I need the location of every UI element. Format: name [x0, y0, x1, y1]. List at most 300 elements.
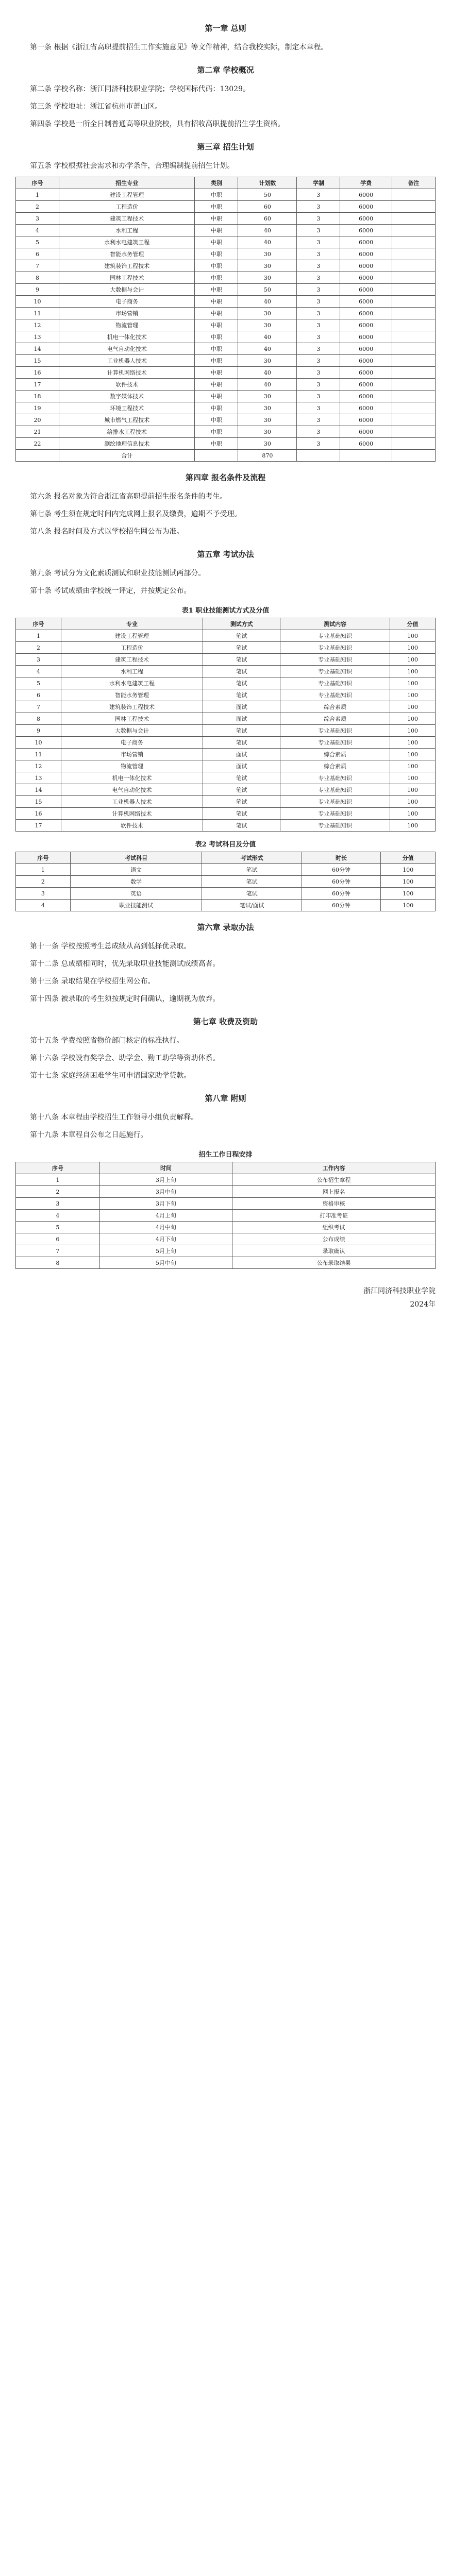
- table-cell: 中职: [195, 379, 238, 391]
- table-header-cell: 学费: [340, 177, 392, 189]
- table-cell: 100: [381, 876, 436, 888]
- table-row: [16, 1210, 436, 1222]
- table-cell: 100: [390, 760, 436, 772]
- table-cell: [392, 260, 435, 272]
- table-cell: 工程造价: [59, 201, 195, 213]
- table-cell: 7: [16, 1245, 100, 1257]
- table-cell: 中职: [195, 225, 238, 236]
- table-cell: 中职: [195, 355, 238, 367]
- table-cell: 10: [16, 737, 61, 749]
- table-row: [16, 1198, 436, 1210]
- table-cell: 网上报名: [232, 1186, 436, 1198]
- table-row: [16, 772, 436, 784]
- table-cell: 5月上旬: [99, 1245, 232, 1257]
- table-row: [16, 296, 436, 308]
- table-cell: [392, 308, 435, 319]
- table-cell: 60分钟: [302, 876, 380, 888]
- table-cell: 笔试: [203, 784, 280, 796]
- table-cell: 9: [16, 725, 61, 737]
- table-cell: 7: [16, 701, 61, 713]
- table-cell: 笔试: [203, 689, 280, 701]
- chapter-title: 第三章 招生计划: [197, 142, 254, 151]
- table-cell: 笔试: [203, 642, 280, 654]
- table-cell: 100: [390, 796, 436, 808]
- table-cell: [392, 189, 435, 201]
- table-cell: 电子商务: [59, 296, 195, 308]
- table-cell: 1: [16, 630, 61, 642]
- table-cell: 合计: [59, 450, 195, 462]
- table-row: [16, 666, 436, 677]
- table-cell: 6000: [340, 284, 392, 296]
- table-row: [16, 379, 436, 391]
- table-cell: 3: [297, 367, 340, 379]
- table-cell: 智能水务管理: [61, 689, 203, 701]
- table-cell: 6000: [340, 189, 392, 201]
- table-cell: 专业基础知识: [280, 796, 390, 808]
- table-cell: 笔试: [203, 654, 280, 666]
- table-cell: 22: [16, 438, 59, 450]
- table-cell: 1: [16, 189, 59, 201]
- article: 第八条 报名时间及方式以学校招生网公布为准。: [30, 528, 184, 536]
- table-cell: 6000: [340, 213, 392, 225]
- table-cell: 3: [297, 438, 340, 450]
- table-cell: [195, 450, 238, 462]
- table-row: [16, 760, 436, 772]
- table-cell: [392, 272, 435, 284]
- table-cell: 6000: [340, 272, 392, 284]
- table-cell: 打印准考证: [232, 1210, 436, 1222]
- table-cell: 40: [238, 236, 297, 248]
- document-page: [15, 0, 436, 1311]
- table-row: [16, 236, 436, 248]
- table-cell: 环境工程技术: [59, 402, 195, 414]
- table-cell: 综合素质: [280, 760, 390, 772]
- table-cell: 笔试: [203, 677, 280, 689]
- table-cell: 中职: [195, 296, 238, 308]
- table-cell: 大数据与会计: [61, 725, 203, 737]
- table-cell: 笔试: [203, 725, 280, 737]
- table-cell: 中职: [195, 189, 238, 201]
- table-cell: 专业基础知识: [280, 654, 390, 666]
- table-cell: 笔试: [202, 876, 302, 888]
- table-cell: 软件技术: [59, 379, 195, 391]
- table-cell: 18: [16, 391, 59, 402]
- article: 第十六条 学校设有奖学金、助学金、勤工助学等资助体系。: [30, 1054, 220, 1062]
- table-cell: 综合素质: [280, 749, 390, 760]
- table-cell: 11: [16, 308, 59, 319]
- table-cell: 园林工程技术: [59, 272, 195, 284]
- table-cell: 6000: [340, 248, 392, 260]
- table-cell: 100: [390, 772, 436, 784]
- table-cell: 3: [297, 391, 340, 402]
- table-cell: 16: [16, 808, 61, 820]
- table-cell: 笔试: [203, 820, 280, 832]
- table-cell: 30: [238, 260, 297, 272]
- table-row: [16, 450, 436, 462]
- table-cell: 3: [297, 213, 340, 225]
- table-cell: 笔试: [202, 888, 302, 900]
- table-row: [16, 737, 436, 749]
- table-cell: 100: [390, 677, 436, 689]
- table-cell: [392, 391, 435, 402]
- table-row: [16, 272, 436, 284]
- table-cell: [392, 213, 435, 225]
- table-header-cell: 序号: [16, 852, 71, 864]
- table-cell: 100: [381, 888, 436, 900]
- table-row: [16, 864, 436, 876]
- table-cell: 3月上旬: [99, 1174, 232, 1186]
- table-cell: 6000: [340, 319, 392, 331]
- table-header-cell: 分值: [381, 852, 436, 864]
- table-cell: 公布招生章程: [232, 1174, 436, 1186]
- table-cell: 6000: [340, 355, 392, 367]
- table-cell: 3: [297, 189, 340, 201]
- table-cell: 给排水工程技术: [59, 426, 195, 438]
- table-cell: 100: [390, 784, 436, 796]
- table-cell: 100: [390, 654, 436, 666]
- table-cell: 6000: [340, 426, 392, 438]
- table-cell: 14: [16, 343, 59, 355]
- table-row: [16, 630, 436, 642]
- table-cell: 5月中旬: [99, 1257, 232, 1269]
- table-cell: [297, 450, 340, 462]
- table-cell: 3: [297, 248, 340, 260]
- table-row: [16, 1233, 436, 1245]
- table-cell: 数字媒体技术: [59, 391, 195, 402]
- table-cell: 市场营销: [61, 749, 203, 760]
- table-cell: 建设工程管理: [59, 189, 195, 201]
- table-cell: 60分钟: [302, 864, 380, 876]
- table-row: [16, 426, 436, 438]
- table-cell: 面试: [203, 749, 280, 760]
- table-cell: 100: [390, 713, 436, 725]
- table-row: [16, 784, 436, 796]
- table-row: [16, 654, 436, 666]
- chapter-title: 第一章 总则: [205, 24, 246, 33]
- table-cell: 4: [16, 666, 61, 677]
- table-row: [16, 260, 436, 272]
- table-row: [16, 642, 436, 654]
- table-cell: 6000: [340, 308, 392, 319]
- table-cell: 60分钟: [302, 900, 380, 911]
- table-header-cell: 考试形式: [202, 852, 302, 864]
- table-cell: 6000: [340, 391, 392, 402]
- table-cell: 7: [16, 260, 59, 272]
- schedule-table: [15, 1162, 436, 1269]
- table-cell: 建筑工程技术: [59, 213, 195, 225]
- table-cell: 6000: [340, 225, 392, 236]
- table-cell: 面试: [203, 760, 280, 772]
- chapter-title: 第七章 收费及资助: [193, 1017, 258, 1026]
- table-row: [16, 414, 436, 426]
- table-cell: 60: [238, 213, 297, 225]
- table-cell: 笔试: [203, 737, 280, 749]
- table-cell: 笔试: [203, 630, 280, 642]
- table-header-cell: 考试科目: [70, 852, 202, 864]
- table-cell: 中职: [195, 438, 238, 450]
- table-cell: 资格审核: [232, 1198, 436, 1210]
- table-cell: 6000: [340, 414, 392, 426]
- table-row: [16, 284, 436, 296]
- table-cell: 中职: [195, 426, 238, 438]
- table-row: [16, 820, 436, 832]
- table-cell: [392, 248, 435, 260]
- table-row: [16, 677, 436, 689]
- table-cell: 12: [16, 319, 59, 331]
- chapter-title: 第四章 报名条件及流程: [185, 473, 266, 482]
- table-cell: 30: [238, 272, 297, 284]
- table-cell: 3: [297, 426, 340, 438]
- article: 第二条 学校名称：浙江同济科技职业学院；学校国标代码：13029。: [30, 85, 250, 93]
- table-cell: 3月中旬: [99, 1186, 232, 1198]
- table-cell: 面试: [203, 713, 280, 725]
- table-cell: 综合素质: [280, 713, 390, 725]
- table-cell: 物流管理: [59, 319, 195, 331]
- table-cell: 30: [238, 308, 297, 319]
- table-cell: 19: [16, 402, 59, 414]
- table-row: [16, 701, 436, 713]
- table-cell: 工业机器人技术: [59, 355, 195, 367]
- table-cell: 3: [297, 225, 340, 236]
- table-cell: 40: [238, 367, 297, 379]
- table-cell: 综合素质: [280, 701, 390, 713]
- table-header-cell: 招生专业: [59, 177, 195, 189]
- table-cell: 3: [297, 319, 340, 331]
- table-cell: 60: [238, 201, 297, 213]
- table-cell: 8: [16, 272, 59, 284]
- table-header-cell: 序号: [16, 1162, 100, 1174]
- table-row: [16, 225, 436, 236]
- article: 第五条 学校根据社会需求和办学条件，合理编制提前招生计划。: [30, 162, 235, 170]
- table-cell: 13: [16, 331, 59, 343]
- table-cell: 建筑装饰工程技术: [61, 701, 203, 713]
- table-row: [16, 308, 436, 319]
- table-cell: 100: [390, 737, 436, 749]
- table-cell: 10: [16, 296, 59, 308]
- signature-block: [15, 1284, 436, 1311]
- table-cell: 2: [16, 876, 71, 888]
- table-cell: 机电一体化技术: [61, 772, 203, 784]
- table-cell: 6000: [340, 367, 392, 379]
- table-cell: 3: [297, 414, 340, 426]
- table-row: [16, 1174, 436, 1186]
- table-cell: 建设工程管理: [61, 630, 203, 642]
- article: 第十二条 总成绩相同时，优先录取职业技能测试成绩高者。: [30, 960, 220, 968]
- table-cell: 中职: [195, 236, 238, 248]
- table-cell: 公布录取结果: [232, 1257, 436, 1269]
- table-row: [16, 391, 436, 402]
- table-header-cell: 类别: [195, 177, 238, 189]
- table-header-cell: 序号: [16, 177, 59, 189]
- table-row: [16, 1245, 436, 1257]
- table-cell: 1: [16, 1174, 100, 1186]
- table-cell: 3: [16, 213, 59, 225]
- table-cell: 30: [238, 426, 297, 438]
- table-cell: 3: [297, 296, 340, 308]
- table-cell: [392, 319, 435, 331]
- table-row: [16, 796, 436, 808]
- table-cell: 电气自动化技术: [61, 784, 203, 796]
- table-cell: 6000: [340, 402, 392, 414]
- table-row: [16, 1222, 436, 1233]
- table-cell: [392, 414, 435, 426]
- table-cell: [392, 284, 435, 296]
- table-cell: 15: [16, 355, 59, 367]
- signature-date: 2024年: [410, 1300, 436, 1309]
- table-cell: 100: [390, 749, 436, 760]
- table-cell: 中职: [195, 331, 238, 343]
- table-cell: 智能水务管理: [59, 248, 195, 260]
- table-cell: 中职: [195, 284, 238, 296]
- article: 第三条 学校地址：浙江省杭州市萧山区。: [30, 103, 162, 111]
- table-cell: 30: [238, 414, 297, 426]
- table-cell: [392, 236, 435, 248]
- table-header-cell: 时间: [99, 1162, 232, 1174]
- table-cell: 中职: [195, 367, 238, 379]
- table-cell: 城市燃气工程技术: [59, 414, 195, 426]
- table-cell: 录取确认: [232, 1245, 436, 1257]
- table-cell: 专业基础知识: [280, 820, 390, 832]
- table-cell: 中职: [195, 272, 238, 284]
- table-cell: [392, 201, 435, 213]
- table-cell: 中职: [195, 201, 238, 213]
- article: 第七条 考生须在规定时间内完成网上报名及缴费，逾期不予受理。: [30, 510, 242, 518]
- table-cell: 2: [16, 201, 59, 213]
- table-cell: 3: [297, 343, 340, 355]
- table-header-cell: 测试方式: [203, 618, 280, 630]
- table-row: [16, 438, 436, 450]
- table-cell: 100: [390, 642, 436, 654]
- table-cell: 6000: [340, 343, 392, 355]
- table-cell: 3: [297, 379, 340, 391]
- table-cell: 16: [16, 367, 59, 379]
- table-cell: 30: [238, 355, 297, 367]
- table-cell: 组织考试: [232, 1222, 436, 1233]
- table-cell: [392, 296, 435, 308]
- table-cell: 870: [238, 450, 297, 462]
- table-cell: 专业基础知识: [280, 808, 390, 820]
- table-cell: [392, 426, 435, 438]
- table-header-cell: 工作内容: [232, 1162, 436, 1174]
- table-cell: [392, 343, 435, 355]
- table-cell: 30: [238, 402, 297, 414]
- table-cell: 12: [16, 760, 61, 772]
- table-row: [16, 355, 436, 367]
- chapter-title: 第六章 录取办法: [197, 923, 254, 932]
- table-cell: 公布成绩: [232, 1233, 436, 1245]
- table-cell: 17: [16, 820, 61, 832]
- table-cell: [392, 331, 435, 343]
- table-cell: 建筑工程技术: [61, 654, 203, 666]
- table-cell: 专业基础知识: [280, 642, 390, 654]
- table-cell: 中职: [195, 402, 238, 414]
- table-cell: 专业基础知识: [280, 784, 390, 796]
- table-cell: 40: [238, 225, 297, 236]
- table-cell: 1: [16, 864, 71, 876]
- table-cell: 物流管理: [61, 760, 203, 772]
- table-cell: 50: [238, 189, 297, 201]
- chapter-title: 第二章 学校概况: [197, 65, 254, 75]
- table-cell: 中职: [195, 213, 238, 225]
- table-cell: 机电一体化技术: [59, 331, 195, 343]
- table-row: [16, 213, 436, 225]
- article: 第十五条 学费按照省物价部门核定的标准执行。: [30, 1037, 184, 1045]
- table-cell: 专业基础知识: [280, 677, 390, 689]
- table-cell: 3: [16, 654, 61, 666]
- table-cell: 15: [16, 796, 61, 808]
- table-cell: 6000: [340, 331, 392, 343]
- table-cell: 3: [297, 260, 340, 272]
- article: 第十八条 本章程由学校招生工作领导小组负责解释。: [30, 1113, 198, 1122]
- table-row: [16, 319, 436, 331]
- table-cell: 40: [238, 296, 297, 308]
- table-cell: 笔试: [203, 772, 280, 784]
- table-cell: 6000: [340, 201, 392, 213]
- table-cell: 电气自动化技术: [59, 343, 195, 355]
- table-cell: 水利水电建筑工程: [61, 677, 203, 689]
- table-header-cell: 计划数: [238, 177, 297, 189]
- table-cell: 6000: [340, 438, 392, 450]
- table-cell: 园林工程技术: [61, 713, 203, 725]
- table-cell: 3: [297, 331, 340, 343]
- table-row: [16, 402, 436, 414]
- table-header-cell: 序号: [16, 618, 61, 630]
- table-cell: 40: [238, 343, 297, 355]
- table-cell: 计算机网络技术: [61, 808, 203, 820]
- table-cell: 数学: [70, 876, 202, 888]
- enrollment-plan-table: [15, 177, 436, 462]
- table-cell: 专业基础知识: [280, 737, 390, 749]
- table-cell: 6: [16, 248, 59, 260]
- table-cell: 3: [297, 402, 340, 414]
- table-cell: [392, 225, 435, 236]
- table-cell: 100: [381, 864, 436, 876]
- table-cell: 测绘地理信息技术: [59, 438, 195, 450]
- table-cell: 工程造价: [61, 642, 203, 654]
- table-cell: 英语: [70, 888, 202, 900]
- table-cell: 中职: [195, 391, 238, 402]
- table-row: [16, 189, 436, 201]
- table-cell: 中职: [195, 343, 238, 355]
- table-cell: 中职: [195, 414, 238, 426]
- table-cell: 13: [16, 772, 61, 784]
- article: 第六条 报名对象为符合浙江省高职提前招生报名条件的考生。: [30, 493, 227, 501]
- table-cell: 水利工程: [61, 666, 203, 677]
- article: 第十一条 学校按照考生总成绩从高到低择优录取。: [30, 942, 191, 951]
- table-cell: 中职: [195, 319, 238, 331]
- table-row: [16, 201, 436, 213]
- table-cell: 8: [16, 713, 61, 725]
- article: 第九条 考试分为文化素质测试和职业技能测试两部分。: [30, 569, 206, 578]
- table-cell: 3: [297, 272, 340, 284]
- table-cell: 100: [390, 725, 436, 737]
- table-cell: 笔试: [203, 796, 280, 808]
- table-row: [16, 749, 436, 760]
- table-cell: 市场营销: [59, 308, 195, 319]
- table-cell: 专业基础知识: [280, 666, 390, 677]
- signature-school: 浙江同济科技职业学院: [363, 1287, 436, 1295]
- table-cell: 6: [16, 1233, 100, 1245]
- table-cell: 笔试: [203, 808, 280, 820]
- table-cell: 3: [297, 355, 340, 367]
- table-header-cell: 分值: [390, 618, 436, 630]
- table-cell: 60分钟: [302, 888, 380, 900]
- table-row: [16, 343, 436, 355]
- table-cell: 30: [238, 319, 297, 331]
- article: 第十九条 本章程自公布之日起施行。: [30, 1131, 148, 1139]
- table-row: [16, 876, 436, 888]
- table-cell: 大数据与会计: [59, 284, 195, 296]
